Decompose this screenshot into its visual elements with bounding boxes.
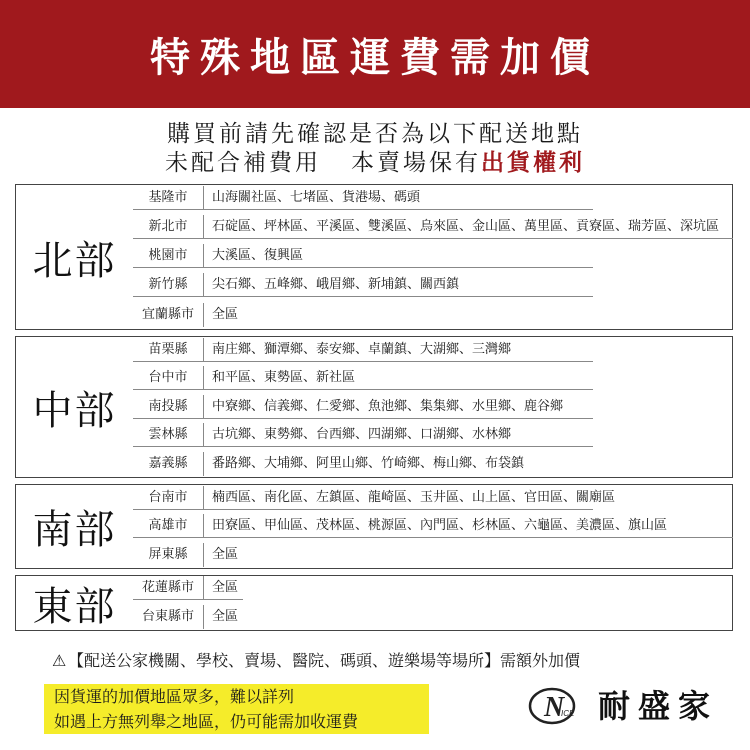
table-row	[133, 338, 732, 362]
area-list: 中寮鄉、信義鄉、仁愛鄉、魚池鄉、集集鄉、水里鄉、鹿谷鄉	[212, 399, 564, 414]
county-name: 新竹縣	[133, 273, 204, 297]
logo-mark-text: ICE	[561, 709, 575, 718]
title-banner	[0, 0, 750, 108]
intro-text-a: 未配合補費用	[165, 150, 321, 176]
note-line-1: 因貨運的加價地區眾多，難以詳列	[54, 687, 295, 706]
table-row	[133, 423, 732, 447]
region-north	[15, 184, 733, 330]
area-list: 大溪區、復興區	[212, 248, 304, 263]
table-row	[133, 273, 732, 297]
table-row	[133, 244, 732, 268]
table-row	[133, 543, 732, 567]
table-row	[133, 186, 732, 210]
region-central	[15, 336, 733, 478]
area-list: 全區	[212, 307, 239, 322]
table-row	[133, 452, 732, 476]
area-list: 南庄鄉、獅潭鄉、泰安鄉、卓蘭鎮、大湖鄉、三灣鄉	[212, 342, 512, 357]
brand-name: 耐盛家	[598, 687, 719, 725]
area-list: 全區	[212, 547, 239, 562]
county-name: 嘉義縣	[133, 452, 204, 476]
county-name: 南投縣	[133, 395, 204, 419]
county-name: 高雄市	[133, 514, 204, 538]
county-name: 屏東縣	[133, 543, 204, 567]
area-list: 楠西區、南化區、左鎮區、龍崎區、玉井區、山上區、官田區、關廟區	[212, 490, 616, 505]
region-name: 南部	[32, 507, 117, 553]
county-name: 苗栗縣	[133, 338, 204, 362]
county-name: 桃園市	[133, 244, 204, 268]
region-name: 北部	[32, 237, 117, 284]
area-list: 山海關社區、七堵區、貨港場、碼頭	[212, 190, 421, 205]
intro-line-1: 購買前請先確認是否為以下配送地點	[167, 121, 583, 147]
region-name: 東部	[32, 583, 117, 630]
brand-logo	[528, 684, 728, 728]
note-line-2: 如遇上方無列舉之地區，仍可能需加收運費	[54, 712, 359, 731]
table-row	[133, 486, 732, 510]
region-east	[15, 575, 733, 631]
county-name: 台南市	[133, 486, 204, 510]
area-list: 全區	[212, 609, 239, 624]
county-name: 雲林縣	[133, 423, 204, 447]
area-list: 石碇區、坪林區、平溪區、雙溪區、烏來區、金山區、萬里區、貢寮區、瑞芳區、深坑區	[212, 219, 720, 234]
county-name: 台東縣市	[133, 605, 204, 629]
county-name: 基隆市	[133, 186, 204, 210]
svg-text:N: N	[544, 692, 565, 723]
table-row	[133, 303, 732, 327]
table-row	[133, 215, 732, 239]
area-list: 田寮區、甲仙區、茂林區、桃源區、內門區、杉林區、六龜區、美濃區、旗山區	[212, 518, 668, 533]
area-list: 尖石鄉、五峰鄉、峨眉鄉、新埔鎮、關西鎮	[212, 277, 460, 292]
county-name: 新北市	[133, 215, 204, 239]
area-list: 番路鄉、大埔鄉、阿里山鄉、竹崎鄉、梅山鄉、布袋鎮	[212, 456, 525, 471]
county-name: 花蓮縣市	[133, 576, 204, 600]
intro-highlight: 出貨權利	[481, 150, 585, 176]
area-list: 古坑鄉、東勢鄉、台西鄉、四湖鄉、口湖鄉、水林鄉	[212, 427, 512, 442]
extra-fee-notice	[52, 650, 580, 672]
nice-logo-icon	[528, 686, 580, 726]
table-row	[133, 576, 732, 600]
page-title: 特殊地區運費需加價	[150, 34, 600, 81]
warning-triangle-icon: ⚠	[52, 651, 67, 670]
table-row	[133, 366, 732, 390]
county-name: 宜蘭縣市	[133, 303, 204, 327]
table-row	[133, 395, 732, 419]
region-name: 中部	[32, 387, 117, 434]
intro-line-2	[0, 149, 750, 178]
table-row	[133, 514, 732, 538]
county-name: 台中市	[133, 366, 204, 390]
region-south	[15, 484, 733, 569]
notice-text: 【配送公家機關、學校、賣場、醫院、碼頭、遊樂場等場所】需額外加價	[68, 651, 581, 670]
intro-text-b: 本賣場保有	[351, 150, 481, 176]
area-list: 全區	[212, 580, 239, 595]
table-row	[133, 605, 732, 629]
area-list: 和平區、東勢區、新社區	[212, 370, 356, 385]
shipping-note-box	[44, 684, 429, 734]
